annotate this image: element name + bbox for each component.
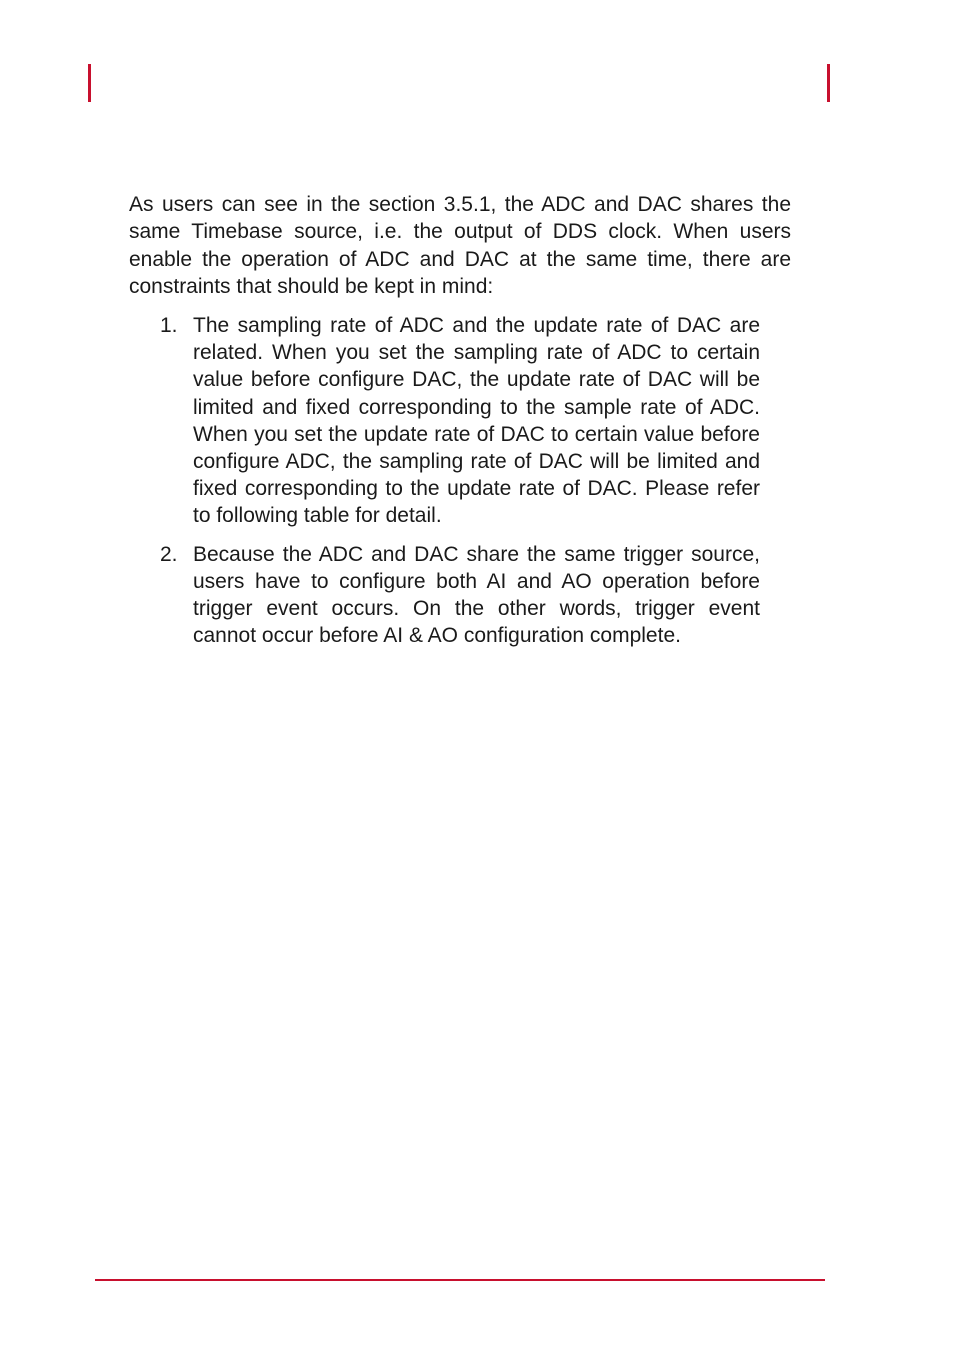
header-margin-mark-left — [88, 64, 91, 102]
constraints-list — [160, 312, 760, 649]
list-item-number: 2. — [160, 542, 178, 566]
header-margin-mark-right — [827, 64, 830, 102]
footer-rule — [95, 1279, 825, 1281]
intro-paragraph: As users can see in the section 3.5.1, the ADC and DAC shares the same Timebase source, i.e. the output of DDS clock. When users enable the operation of ADC and DAC at the same time, there are constraints that should be kept in mind: — [129, 193, 791, 299]
list-item-text: Because the ADC and DAC share the same trigger source, users have to configure both AI and AO operation before trigger event occurs. On the other words, trigger event cannot occur before AI & AO configuration complete. — [193, 542, 760, 648]
list-item-number: 1. — [160, 314, 178, 337]
list-item — [160, 312, 760, 530]
list-item-text: The sampling rate of ADC and the update rate of DAC are related. When you set the sampling rate of ADC to certain value before configure DAC, the update rate of DAC will be limited and fixed corresponding to the sample rate of ADC. When you set the update rate of DAC to certain value before configure ADC, the sampling rate of DAC will be limited and fixed corresponding to the update rate of DAC. Please refer to following table for detail. — [193, 314, 760, 528]
list-item — [160, 541, 760, 650]
